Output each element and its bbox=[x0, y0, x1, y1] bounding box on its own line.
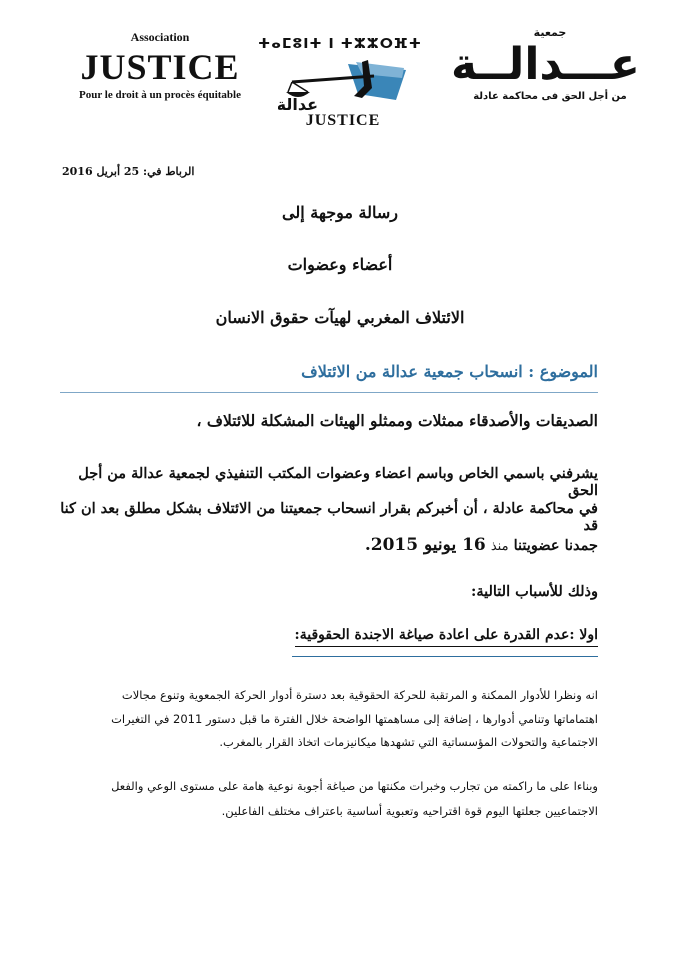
tifinagh-name: ⵜⴰⵎⵓⵏⵜ ⵏ ⵜⵣⵣⵔⴼⵜ bbox=[258, 36, 422, 52]
logo-justice-word: JUSTICE bbox=[305, 112, 381, 129]
section-heading-1 bbox=[290, 627, 598, 643]
letterhead-right bbox=[451, 26, 640, 102]
paragraph-2-line-3: الاجتماعية والتحولات المؤسساتية التي تشهدها ميكانيزمات اتخاذ القرار بالمغرب. bbox=[219, 735, 598, 749]
addressee-line-1: رسالة موجهة إلى bbox=[282, 203, 398, 222]
letterhead-left bbox=[60, 30, 260, 101]
association-label: Association bbox=[130, 30, 190, 44]
arabic-tagline: من أجل الحق فى محاكمة عادلة bbox=[473, 91, 627, 102]
letter-date: الرباط في: 25 أبريل 2016 bbox=[62, 165, 195, 178]
paragraph-1-date: 16 يونيو 2015. bbox=[364, 535, 486, 555]
paragraph-2-line-2: اهتماماتها وتنامي أدوارها ، إضافة إلى مساهمتها الواضحة خلال الفترة ما قبل دستور 2011 في التغيرات bbox=[111, 712, 598, 726]
paragraph-2-line-1: انه ونظرا للأدوار الممكنة و المرتقبة للحركة الحقوقية بعد دسترة أدوار الحركة الجمعوية وتنوع مجالات bbox=[121, 688, 598, 702]
paragraph-3-line-2: الاجتماعيين جعلتها اليوم قوة اقتراحيه وتعبوية أساسية باعتراف مختلف الفاعلين. bbox=[221, 804, 598, 818]
adala-name: عـــدالــة bbox=[451, 39, 640, 90]
paragraph-1-line-3 bbox=[200, 535, 598, 555]
addressee-line-2: أعضاء وعضوات bbox=[287, 255, 393, 274]
paragraph-3-line-1: وبناءا على ما راكمته من تجارب وخبرات مكنتها من صياغة أجوبة نوعية هامة على مستوى الوعي والفعل bbox=[111, 779, 598, 793]
scales-logo-icon bbox=[278, 56, 408, 114]
subject-line: الموضوع : انسحاب جمعية عدالة من الائتلاف bbox=[301, 362, 598, 381]
subject-divider bbox=[60, 392, 598, 393]
addressee-line-3: الائتلاف المغربي لهيآت حقوق الانسان bbox=[215, 308, 465, 327]
association-arabic-label: جمعية bbox=[533, 26, 567, 39]
section-heading-divider bbox=[292, 656, 598, 657]
paragraph-1-line-3-start: جمدنا عضويتنا bbox=[513, 537, 598, 554]
greeting: الصديقات والأصدقاء ممثلات وممثلو الهيئات المشكلة للائتلاف ، bbox=[196, 411, 598, 430]
section-heading-1-text: اولا :عدم القدرة على اعادة صياغة الاجندة الحقوقية: bbox=[295, 627, 598, 647]
justice-logo bbox=[278, 56, 408, 130]
logo-arabic-word: عدالة bbox=[278, 95, 318, 114]
paragraph-1-since: منذ bbox=[490, 539, 509, 554]
reasons-intro: وذلك للأسباب التالية: bbox=[470, 583, 598, 600]
justice-name: JUSTICE bbox=[80, 47, 240, 87]
paragraph-1-line-2: في محاكمة عادلة ، أن أخبركم بقرار انسحاب جمعيتنا من الائتلاف بشكل مطلق بعد ان كنا قد bbox=[60, 500, 598, 534]
paragraph-1-line-1: يشرفني باسمي الخاص وباسم اعضاء وعضوات المكتب التنفيذي لجمعية عدالة من أجل الحق bbox=[78, 465, 598, 499]
french-tagline: Pour le droit à un procès équitable bbox=[79, 89, 241, 101]
